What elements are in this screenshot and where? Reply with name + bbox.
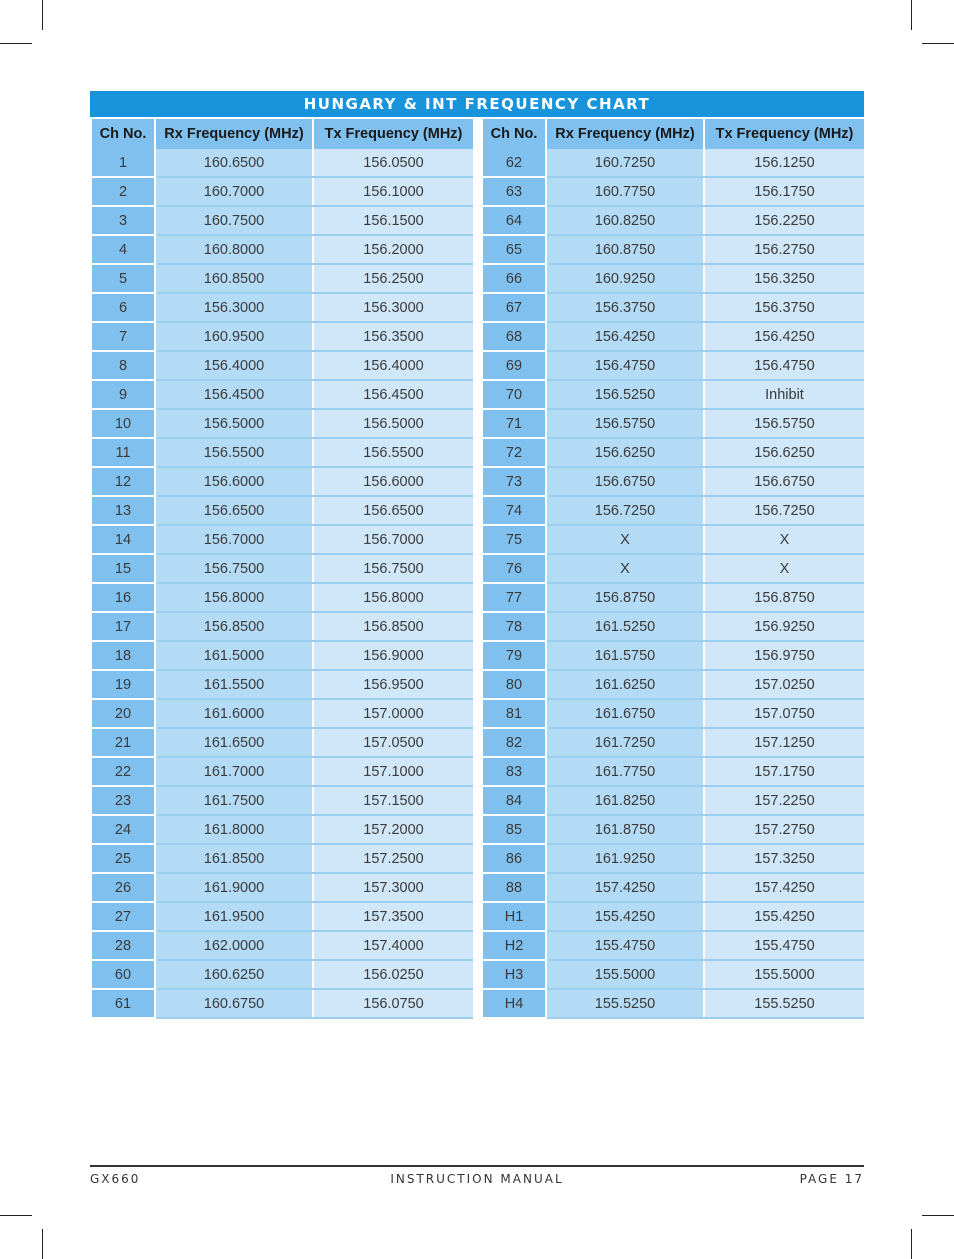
table-row	[483, 641, 864, 670]
crop-mark	[922, 43, 954, 44]
cell-rx-frequency: 157.4250	[546, 873, 704, 902]
cell-channel: 3	[92, 206, 155, 235]
cell-tx-frequency: 157.1750	[704, 757, 864, 786]
table-row	[92, 786, 473, 815]
table-row	[483, 931, 864, 960]
cell-tx-frequency: 156.5500	[313, 438, 473, 467]
table-row	[92, 902, 473, 931]
cell-tx-frequency: 156.6750	[704, 467, 864, 496]
cell-tx-frequency: 156.1500	[313, 206, 473, 235]
table-row	[92, 496, 473, 525]
cell-tx-frequency: 155.5000	[704, 960, 864, 989]
cell-tx-frequency: 156.2000	[313, 235, 473, 264]
table-row	[92, 873, 473, 902]
table-row	[483, 728, 864, 757]
cell-tx-frequency: 156.4750	[704, 351, 864, 380]
cell-tx-frequency: 156.8500	[313, 612, 473, 641]
column-header-rx: Rx Frequency (MHz)	[155, 119, 313, 149]
table-header-row	[92, 119, 473, 149]
footer-divider	[90, 1165, 864, 1167]
crop-mark	[42, 1229, 43, 1259]
cell-rx-frequency: 160.7250	[546, 149, 704, 177]
cell-rx-frequency: 160.8000	[155, 235, 313, 264]
cell-tx-frequency: 157.0250	[704, 670, 864, 699]
cell-rx-frequency: 156.8000	[155, 583, 313, 612]
cell-channel: 70	[483, 380, 546, 409]
cell-channel: 71	[483, 409, 546, 438]
cell-rx-frequency: 156.7250	[546, 496, 704, 525]
cell-channel: 25	[92, 844, 155, 873]
table-row	[483, 757, 864, 786]
cell-tx-frequency: 156.7000	[313, 525, 473, 554]
cell-tx-frequency: 157.1500	[313, 786, 473, 815]
cell-channel: 65	[483, 235, 546, 264]
cell-rx-frequency: 160.9250	[546, 264, 704, 293]
table-row	[92, 438, 473, 467]
cell-tx-frequency: 155.5250	[704, 989, 864, 1018]
table-row	[92, 670, 473, 699]
cell-rx-frequency: 155.5000	[546, 960, 704, 989]
cell-rx-frequency: 161.6500	[155, 728, 313, 757]
table-row	[483, 177, 864, 206]
cell-channel: 14	[92, 525, 155, 554]
cell-rx-frequency: 160.7500	[155, 206, 313, 235]
cell-tx-frequency: 156.2750	[704, 235, 864, 264]
cell-channel: 60	[92, 960, 155, 989]
cell-channel: 13	[92, 496, 155, 525]
table-row	[92, 177, 473, 206]
cell-tx-frequency: 156.0750	[313, 989, 473, 1018]
cell-tx-frequency: 157.0750	[704, 699, 864, 728]
cell-channel: 6	[92, 293, 155, 322]
table-row	[483, 293, 864, 322]
table-row	[92, 641, 473, 670]
cell-channel: 85	[483, 815, 546, 844]
table-row	[92, 351, 473, 380]
cell-rx-frequency: 156.7500	[155, 554, 313, 583]
cell-rx-frequency: 155.4250	[546, 902, 704, 931]
cell-rx-frequency: 161.5750	[546, 641, 704, 670]
cell-channel: 8	[92, 351, 155, 380]
frequency-table-left	[92, 119, 473, 1019]
cell-rx-frequency: 156.7000	[155, 525, 313, 554]
cell-channel: 76	[483, 554, 546, 583]
cell-tx-frequency: 157.2750	[704, 815, 864, 844]
cell-tx-frequency: 156.7500	[313, 554, 473, 583]
cell-channel: 73	[483, 467, 546, 496]
cell-rx-frequency: 156.4000	[155, 351, 313, 380]
cell-tx-frequency: 157.2250	[704, 786, 864, 815]
table-row	[483, 960, 864, 989]
cell-tx-frequency: 156.2500	[313, 264, 473, 293]
cell-channel: 79	[483, 641, 546, 670]
cell-channel: 78	[483, 612, 546, 641]
cell-rx-frequency: 156.8500	[155, 612, 313, 641]
table-row	[483, 206, 864, 235]
cell-rx-frequency: 160.8250	[546, 206, 704, 235]
crop-mark	[42, 0, 43, 30]
cell-channel: 82	[483, 728, 546, 757]
cell-tx-frequency: 157.2500	[313, 844, 473, 873]
table-body	[92, 149, 473, 1018]
cell-tx-frequency: 156.9250	[704, 612, 864, 641]
cell-tx-frequency: 156.8000	[313, 583, 473, 612]
cell-rx-frequency: 160.7000	[155, 177, 313, 206]
crop-mark	[0, 1215, 32, 1216]
cell-tx-frequency: 156.3750	[704, 293, 864, 322]
cell-channel: 17	[92, 612, 155, 641]
cell-tx-frequency: 156.8750	[704, 583, 864, 612]
cell-tx-frequency: Inhibit	[704, 380, 864, 409]
cell-tx-frequency: 156.9500	[313, 670, 473, 699]
cell-channel: 63	[483, 177, 546, 206]
cell-tx-frequency: 156.6500	[313, 496, 473, 525]
cell-channel: 20	[92, 699, 155, 728]
cell-channel: 86	[483, 844, 546, 873]
cell-rx-frequency: 162.0000	[155, 931, 313, 960]
cell-tx-frequency: 157.3250	[704, 844, 864, 873]
cell-rx-frequency: 156.4500	[155, 380, 313, 409]
cell-rx-frequency: 161.8500	[155, 844, 313, 873]
table-row	[92, 467, 473, 496]
cell-rx-frequency: X	[546, 554, 704, 583]
chart-title: HUNGARY & INT FREQUENCY CHART	[90, 91, 864, 117]
cell-rx-frequency: 156.3750	[546, 293, 704, 322]
cell-rx-frequency: 156.8750	[546, 583, 704, 612]
table-row	[92, 989, 473, 1018]
cell-rx-frequency: 161.9250	[546, 844, 704, 873]
cell-channel: 75	[483, 525, 546, 554]
table-row	[483, 902, 864, 931]
cell-rx-frequency: 160.8750	[546, 235, 704, 264]
table-row	[483, 699, 864, 728]
cell-rx-frequency: 161.6250	[546, 670, 704, 699]
table-row	[483, 815, 864, 844]
table-row	[92, 815, 473, 844]
table-row	[92, 931, 473, 960]
table-row	[92, 206, 473, 235]
cell-channel: 69	[483, 351, 546, 380]
cell-tx-frequency: 157.4000	[313, 931, 473, 960]
table-row	[92, 293, 473, 322]
table-row	[483, 525, 864, 554]
cell-rx-frequency: 161.7500	[155, 786, 313, 815]
table-row	[483, 583, 864, 612]
cell-channel: 26	[92, 873, 155, 902]
table-row	[92, 322, 473, 351]
table-row	[92, 380, 473, 409]
cell-channel: 18	[92, 641, 155, 670]
cell-channel: 21	[92, 728, 155, 757]
table-row	[92, 409, 473, 438]
table-row	[92, 728, 473, 757]
table-row	[483, 554, 864, 583]
table-row	[483, 264, 864, 293]
crop-mark	[911, 0, 912, 30]
table-row	[483, 351, 864, 380]
cell-rx-frequency: 156.5750	[546, 409, 704, 438]
cell-channel: 1	[92, 149, 155, 177]
cell-rx-frequency: 156.4250	[546, 322, 704, 351]
cell-tx-frequency: 156.4250	[704, 322, 864, 351]
cell-channel: 83	[483, 757, 546, 786]
cell-channel: 9	[92, 380, 155, 409]
cell-rx-frequency: 160.6750	[155, 989, 313, 1018]
column-header-channel: Ch No.	[92, 119, 155, 149]
footer-model: GX660	[90, 1172, 141, 1186]
cell-tx-frequency: 156.4000	[313, 351, 473, 380]
table-row	[92, 525, 473, 554]
table-row	[92, 554, 473, 583]
cell-channel: 80	[483, 670, 546, 699]
cell-rx-frequency: 161.9000	[155, 873, 313, 902]
cell-channel: H2	[483, 931, 546, 960]
cell-tx-frequency: 156.9000	[313, 641, 473, 670]
cell-rx-frequency: 161.8750	[546, 815, 704, 844]
column-header-rx: Rx Frequency (MHz)	[546, 119, 704, 149]
cell-rx-frequency: 161.6000	[155, 699, 313, 728]
cell-tx-frequency: 156.1000	[313, 177, 473, 206]
cell-channel: 5	[92, 264, 155, 293]
cell-tx-frequency: 156.3000	[313, 293, 473, 322]
cell-channel: 7	[92, 322, 155, 351]
cell-channel: H1	[483, 902, 546, 931]
cell-rx-frequency: 160.9500	[155, 322, 313, 351]
frequency-table-right	[483, 119, 864, 1019]
cell-rx-frequency: 161.8250	[546, 786, 704, 815]
table-row	[483, 670, 864, 699]
cell-tx-frequency: 156.5000	[313, 409, 473, 438]
cell-channel: 88	[483, 873, 546, 902]
table-row	[483, 235, 864, 264]
cell-tx-frequency: 156.0500	[313, 149, 473, 177]
cell-tx-frequency: X	[704, 525, 864, 554]
cell-tx-frequency: 156.6000	[313, 467, 473, 496]
cell-tx-frequency: X	[704, 554, 864, 583]
cell-rx-frequency: 155.5250	[546, 989, 704, 1018]
cell-tx-frequency: 155.4750	[704, 931, 864, 960]
table-row	[92, 612, 473, 641]
table-header-row	[483, 119, 864, 149]
cell-tx-frequency: 155.4250	[704, 902, 864, 931]
table-row	[483, 380, 864, 409]
cell-tx-frequency: 156.7250	[704, 496, 864, 525]
cell-tx-frequency: 156.0250	[313, 960, 473, 989]
cell-rx-frequency: 156.6250	[546, 438, 704, 467]
cell-tx-frequency: 156.1250	[704, 149, 864, 177]
cell-channel: 12	[92, 467, 155, 496]
cell-tx-frequency: 156.9750	[704, 641, 864, 670]
cell-rx-frequency: 156.6500	[155, 496, 313, 525]
cell-tx-frequency: 156.3500	[313, 322, 473, 351]
table-row	[92, 235, 473, 264]
cell-rx-frequency: 156.3000	[155, 293, 313, 322]
cell-tx-frequency: 156.2250	[704, 206, 864, 235]
column-header-tx: Tx Frequency (MHz)	[313, 119, 473, 149]
cell-tx-frequency: 157.3500	[313, 902, 473, 931]
cell-channel: 74	[483, 496, 546, 525]
table-row	[92, 149, 473, 177]
cell-channel: 27	[92, 902, 155, 931]
cell-channel: 4	[92, 235, 155, 264]
cell-rx-frequency: 161.5500	[155, 670, 313, 699]
cell-tx-frequency: 157.0000	[313, 699, 473, 728]
cell-rx-frequency: 161.7000	[155, 757, 313, 786]
cell-tx-frequency: 157.1250	[704, 728, 864, 757]
cell-tx-frequency: 156.5750	[704, 409, 864, 438]
cell-rx-frequency: X	[546, 525, 704, 554]
cell-channel: 24	[92, 815, 155, 844]
cell-tx-frequency: 156.6250	[704, 438, 864, 467]
cell-channel: 77	[483, 583, 546, 612]
cell-tx-frequency: 157.2000	[313, 815, 473, 844]
cell-channel: H3	[483, 960, 546, 989]
cell-channel: H4	[483, 989, 546, 1018]
cell-rx-frequency: 161.9500	[155, 902, 313, 931]
table-row	[92, 264, 473, 293]
table-row	[483, 786, 864, 815]
cell-channel: 68	[483, 322, 546, 351]
cell-tx-frequency: 157.4250	[704, 873, 864, 902]
cell-channel: 67	[483, 293, 546, 322]
cell-channel: 19	[92, 670, 155, 699]
table-row	[92, 699, 473, 728]
footer-document-title: INSTRUCTION MANUAL	[390, 1172, 564, 1186]
table-row	[483, 438, 864, 467]
cell-channel: 16	[92, 583, 155, 612]
table-row	[92, 757, 473, 786]
cell-channel: 81	[483, 699, 546, 728]
cell-rx-frequency: 156.5000	[155, 409, 313, 438]
cell-channel: 10	[92, 409, 155, 438]
cell-rx-frequency: 161.8000	[155, 815, 313, 844]
cell-tx-frequency: 157.0500	[313, 728, 473, 757]
cell-channel: 64	[483, 206, 546, 235]
table-row	[483, 322, 864, 351]
footer-page-number: PAGE 17	[799, 1172, 864, 1186]
cell-rx-frequency: 156.6750	[546, 467, 704, 496]
cell-channel: 72	[483, 438, 546, 467]
table-row	[483, 467, 864, 496]
cell-rx-frequency: 160.8500	[155, 264, 313, 293]
cell-rx-frequency: 161.7750	[546, 757, 704, 786]
cell-channel: 22	[92, 757, 155, 786]
table-row	[92, 844, 473, 873]
cell-rx-frequency: 161.5250	[546, 612, 704, 641]
table-row	[483, 612, 864, 641]
cell-rx-frequency: 156.6000	[155, 467, 313, 496]
cell-rx-frequency: 161.6750	[546, 699, 704, 728]
cell-channel: 2	[92, 177, 155, 206]
cell-channel: 66	[483, 264, 546, 293]
table-row	[483, 873, 864, 902]
cell-tx-frequency: 156.1750	[704, 177, 864, 206]
cell-channel: 23	[92, 786, 155, 815]
table-row	[483, 844, 864, 873]
cell-rx-frequency: 161.7250	[546, 728, 704, 757]
crop-mark	[0, 43, 32, 44]
cell-tx-frequency: 156.4500	[313, 380, 473, 409]
cell-tx-frequency: 157.1000	[313, 757, 473, 786]
table-body	[483, 149, 864, 1018]
cell-rx-frequency: 155.4750	[546, 931, 704, 960]
cell-channel: 28	[92, 931, 155, 960]
crop-mark	[922, 1215, 954, 1216]
cell-rx-frequency: 160.6500	[155, 149, 313, 177]
cell-channel: 11	[92, 438, 155, 467]
cell-rx-frequency: 161.5000	[155, 641, 313, 670]
crop-mark	[911, 1229, 912, 1259]
cell-rx-frequency: 156.5500	[155, 438, 313, 467]
table-row	[92, 583, 473, 612]
cell-channel: 62	[483, 149, 546, 177]
cell-rx-frequency: 156.4750	[546, 351, 704, 380]
cell-rx-frequency: 156.5250	[546, 380, 704, 409]
table-row	[92, 960, 473, 989]
cell-rx-frequency: 160.7750	[546, 177, 704, 206]
cell-channel: 15	[92, 554, 155, 583]
cell-tx-frequency: 157.3000	[313, 873, 473, 902]
table-row	[483, 149, 864, 177]
cell-tx-frequency: 156.3250	[704, 264, 864, 293]
cell-channel: 61	[92, 989, 155, 1018]
cell-channel: 84	[483, 786, 546, 815]
table-row	[483, 989, 864, 1018]
cell-rx-frequency: 160.6250	[155, 960, 313, 989]
table-row	[483, 409, 864, 438]
table-row	[483, 496, 864, 525]
column-header-channel: Ch No.	[483, 119, 546, 149]
column-header-tx: Tx Frequency (MHz)	[704, 119, 864, 149]
